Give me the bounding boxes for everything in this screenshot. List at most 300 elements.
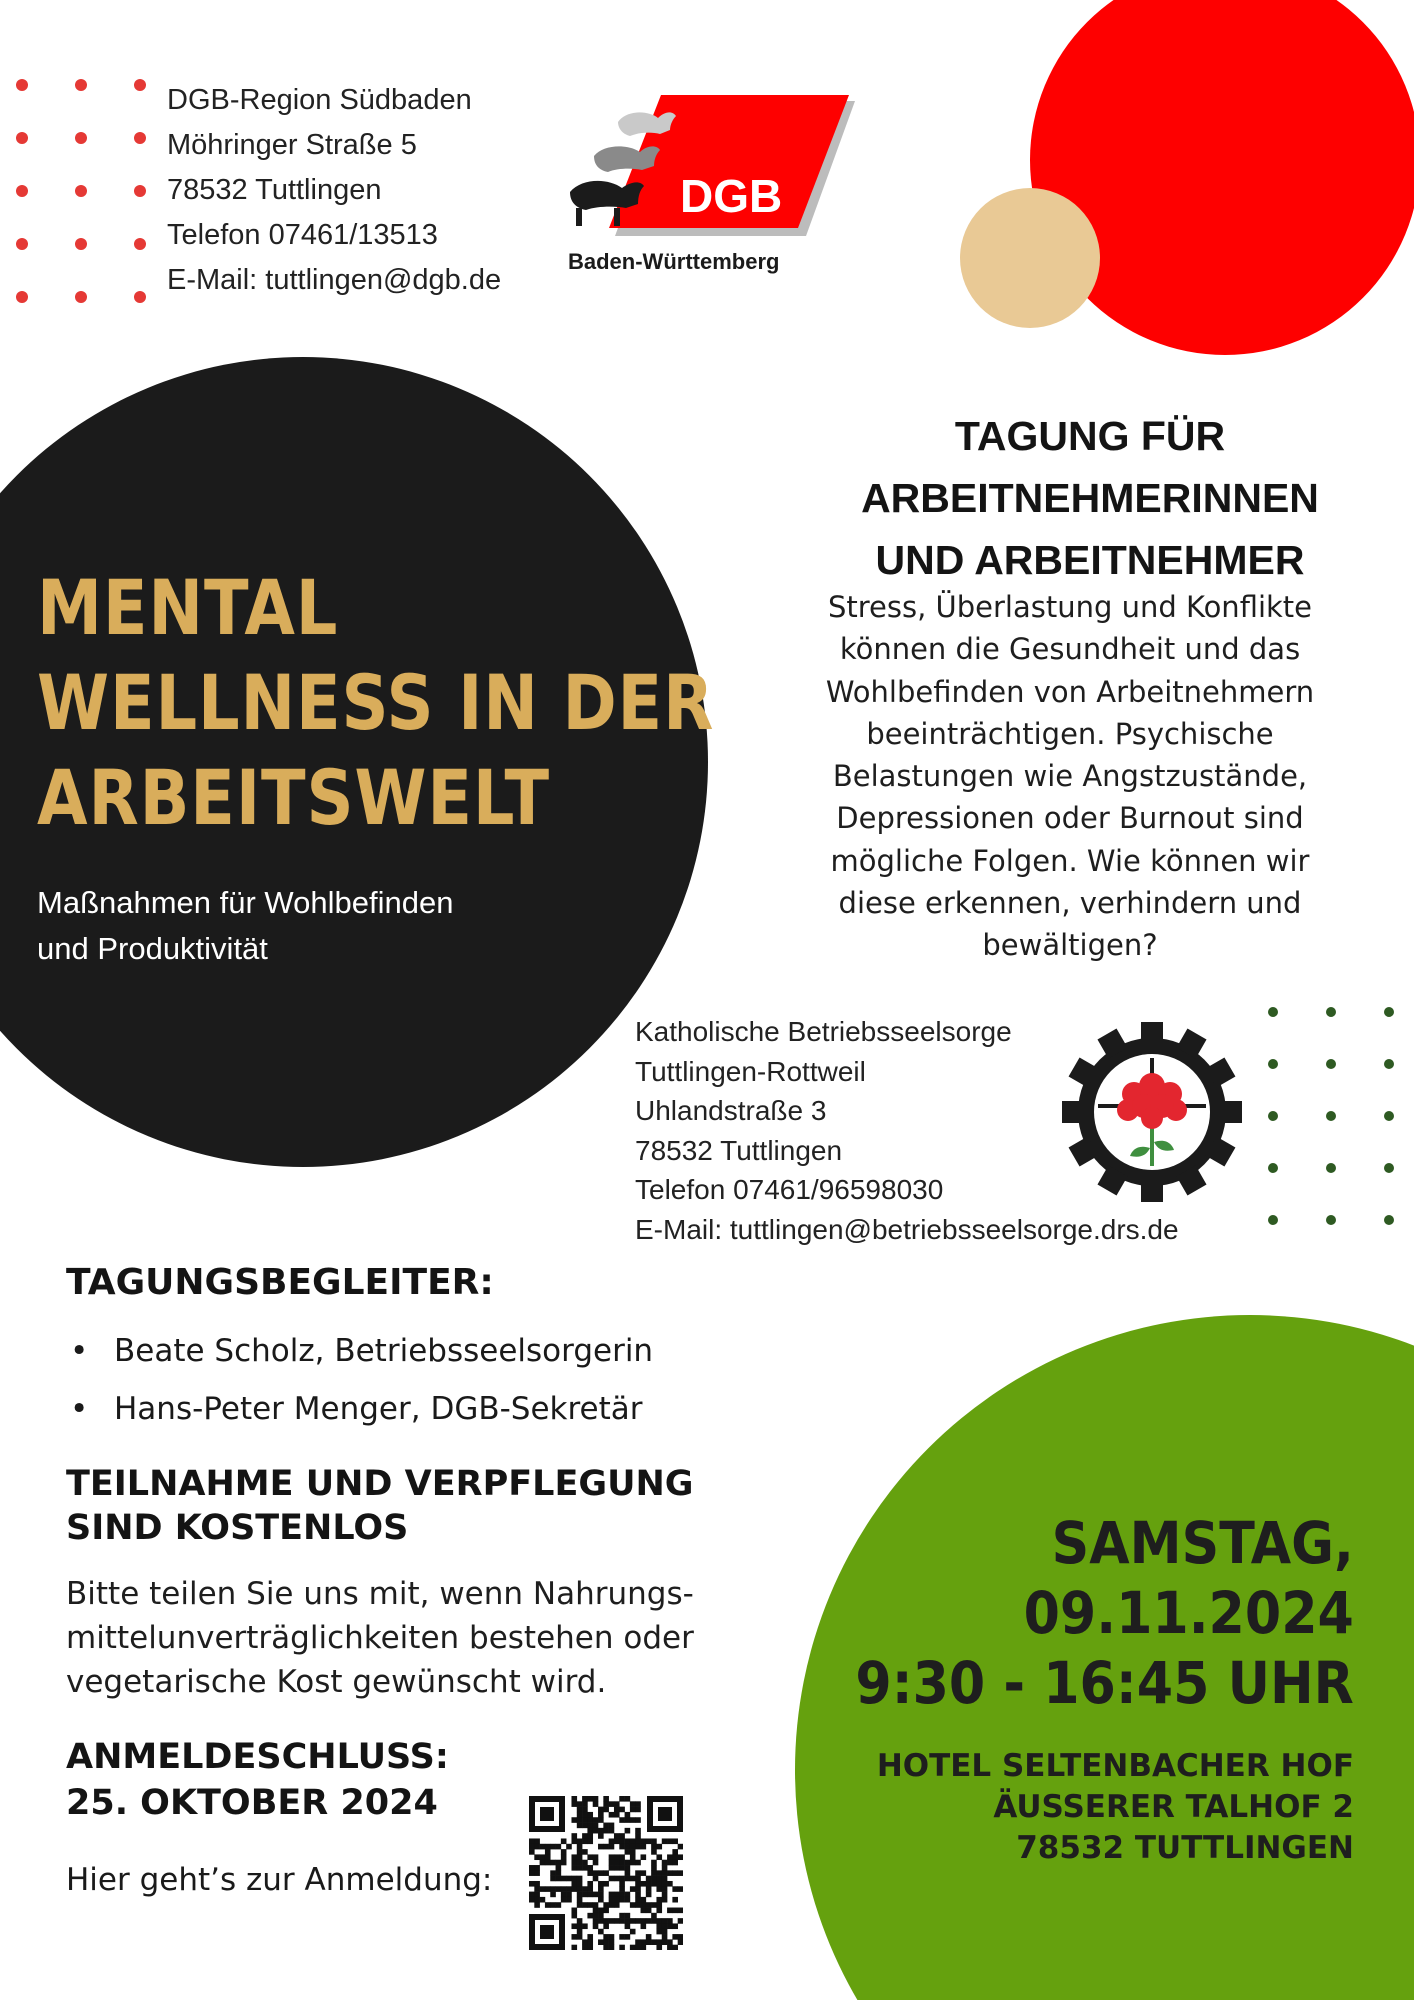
qr-module: [641, 1908, 647, 1914]
qr-module: [614, 1801, 620, 1807]
qr-module: [656, 1844, 662, 1850]
qr-module: [630, 1918, 636, 1924]
qr-module: [619, 1854, 625, 1860]
qr-module: [651, 1881, 657, 1887]
qr-module: [577, 1860, 583, 1866]
qr-module: [545, 1902, 551, 1908]
qr-module: [651, 1865, 657, 1871]
qr-module: [603, 1939, 609, 1945]
qr-module: [630, 1886, 636, 1892]
qr-module: [550, 1892, 556, 1898]
qr-module: [593, 1817, 599, 1823]
qr-module: [646, 1908, 652, 1914]
qr-module: [587, 1945, 593, 1950]
registration-deadline: [66, 1734, 449, 1826]
qr-module: [577, 1854, 583, 1860]
qr-module: [619, 1934, 625, 1940]
qr-module: [672, 1923, 678, 1929]
intro-text: [800, 586, 1340, 967]
qr-module: [614, 1892, 620, 1898]
qr-module: [609, 1902, 615, 1908]
qr-module: [540, 1886, 546, 1892]
qr-module: [550, 1876, 556, 1882]
qr-module: [609, 1801, 615, 1807]
qr-module: [662, 1881, 668, 1887]
qr-module: [582, 1886, 588, 1892]
qr-module: [603, 1918, 609, 1924]
qr-module: [614, 1902, 620, 1908]
qr-module: [651, 1849, 657, 1855]
qr-module: [646, 1918, 652, 1924]
qr-module: [635, 1876, 641, 1882]
qr-module: [635, 1844, 641, 1850]
qr-module: [577, 1923, 583, 1929]
qr-module: [577, 1929, 583, 1935]
qr-module: [667, 1881, 673, 1887]
qr-module: [582, 1823, 588, 1829]
intro-line: Wohlbefinden von Arbeitnehmern: [825, 674, 1315, 709]
qr-module: [656, 1908, 662, 1914]
qr-module: [598, 1817, 604, 1823]
qr-module: [614, 1860, 620, 1866]
qr-module: [603, 1881, 609, 1887]
qr-module: [641, 1844, 647, 1850]
qr-module: [619, 1844, 625, 1850]
qr-module: [625, 1865, 631, 1871]
qr-module: [566, 1844, 572, 1850]
qr-module: [619, 1865, 625, 1871]
qr-module: [662, 1870, 668, 1876]
qr-module: [651, 1876, 657, 1882]
qr-code-icon[interactable]: [529, 1796, 683, 1950]
qr-module: [603, 1945, 609, 1950]
qr-module: [593, 1796, 599, 1802]
qr-module: [577, 1801, 583, 1807]
qr-module: [672, 1886, 678, 1892]
qr-module: [577, 1881, 583, 1887]
event-venue: [877, 1746, 1354, 1869]
qr-module: [619, 1881, 625, 1887]
qr-module: [651, 1870, 657, 1876]
qr-module: [635, 1817, 641, 1823]
qr-module: [635, 1897, 641, 1903]
qr-module: [598, 1828, 604, 1834]
subline-line: Maßnahmen für Wohlbefinden: [37, 885, 454, 920]
free-heading-line: TEILNAHME UND VERPFLEGUNG: [66, 1464, 694, 1504]
qr-module: [619, 1886, 625, 1892]
qr-module: [625, 1870, 631, 1876]
qr-module: [587, 1892, 593, 1898]
qr-module: [678, 1886, 683, 1892]
qr-module: [641, 1881, 647, 1887]
qr-module: [561, 1838, 567, 1844]
qr-module: [571, 1865, 577, 1871]
qr-module: [582, 1923, 588, 1929]
qr-module: [656, 1929, 662, 1935]
qr-module: [641, 1838, 647, 1844]
qr-module: [672, 1934, 678, 1940]
qr-module: [587, 1939, 593, 1945]
qr-module: [587, 1913, 593, 1919]
dietary-note: [66, 1572, 694, 1704]
qr-module: [587, 1823, 593, 1829]
qr-module: [556, 1844, 562, 1850]
qr-module: [577, 1897, 583, 1903]
qr-module: [656, 1854, 662, 1860]
qr-module: [662, 1923, 668, 1929]
qr-module: [587, 1817, 593, 1823]
qr-module: [582, 1801, 588, 1807]
qr-module: [598, 1892, 604, 1898]
qr-module: [614, 1838, 620, 1844]
qr-module: [619, 1876, 625, 1882]
qr-module: [619, 1860, 625, 1866]
qr-module: [571, 1833, 577, 1839]
qr-module: [529, 1892, 535, 1898]
qr-module: [609, 1918, 615, 1924]
qr-module: [651, 1838, 657, 1844]
qr-module: [635, 1828, 641, 1834]
kab-contact-line: Telefon 07461/96598030: [635, 1174, 944, 1205]
qr-module: [619, 1897, 625, 1903]
qr-module: [609, 1812, 615, 1818]
qr-module: [609, 1934, 615, 1940]
red-dot-grid: [16, 79, 146, 303]
dgb-logo-region: Baden-Württemberg: [568, 249, 780, 274]
qr-module: [603, 1923, 609, 1929]
tagung-title-line: UND ARBEITNEHMER: [875, 537, 1305, 583]
qr-module: [646, 1881, 652, 1887]
qr-module: [603, 1807, 609, 1813]
qr-module: [582, 1807, 588, 1813]
qr-module: [630, 1817, 636, 1823]
qr-module: [571, 1908, 577, 1914]
event-date-time: [856, 1508, 1354, 1718]
qr-module: [534, 1881, 540, 1887]
qr-module: [603, 1844, 609, 1850]
qr-module: [656, 1886, 662, 1892]
qr-module: [603, 1796, 609, 1802]
qr-module: [598, 1929, 604, 1935]
intro-line: Belastungen wie Angstzustände,: [832, 759, 1308, 794]
dgb-contact-line: Möhringer Straße 5: [167, 129, 417, 161]
qr-module: [625, 1860, 631, 1866]
qr-module: [603, 1823, 609, 1829]
qr-module: [635, 1918, 641, 1924]
qr-module: [641, 1923, 647, 1929]
qr-module: [529, 1865, 535, 1871]
qr-module: [630, 1929, 636, 1935]
qr-module: [646, 1892, 652, 1898]
qr-module: [534, 1902, 540, 1908]
qr-module: [550, 1902, 556, 1908]
qr-module: [625, 1796, 631, 1802]
qr-module: [593, 1801, 599, 1807]
dgb-contact-line: DGB-Region Südbaden: [167, 84, 472, 116]
qr-module: [529, 1897, 535, 1903]
qr-module: [678, 1918, 683, 1924]
qr-module: [582, 1892, 588, 1898]
qr-module: [630, 1902, 636, 1908]
qr-module: [561, 1886, 567, 1892]
qr-module: [587, 1833, 593, 1839]
qr-module: [571, 1913, 577, 1919]
qr-module: [662, 1934, 668, 1940]
qr-module: [625, 1923, 631, 1929]
intro-line: Depressionen oder Burnout sind: [836, 801, 1304, 836]
qr-module: [603, 1801, 609, 1807]
deadline-date: 25. OKTOBER 2024: [66, 1783, 438, 1823]
betriebsseelsorge-logo-icon: [1062, 1022, 1242, 1202]
dgb-contact-line: 78532 Tuttlingen: [167, 174, 382, 206]
qr-module: [566, 1876, 572, 1882]
qr-module: [550, 1860, 556, 1866]
qr-module: [545, 1844, 551, 1850]
qr-module: [540, 1897, 546, 1903]
tagung-title-line: ARBEITNEHMERINNEN: [861, 475, 1319, 521]
qr-module: [609, 1838, 615, 1844]
qr-module: [598, 1918, 604, 1924]
intro-line: können die Gesundheit und das: [839, 632, 1301, 667]
qr-module: [656, 1923, 662, 1929]
red-circle: [1030, 0, 1414, 355]
qr-module: [678, 1844, 683, 1850]
kab-contact-line: Uhlandstraße 3: [635, 1095, 827, 1126]
qr-module: [667, 1939, 673, 1945]
qr-module: [593, 1902, 599, 1908]
qr-module: [582, 1812, 588, 1818]
qr-module: [561, 1892, 567, 1898]
qr-module: [609, 1897, 615, 1903]
qr-module: [598, 1812, 604, 1818]
intro-line: diese erkennen, verhindern und: [838, 886, 1302, 921]
qr-module: [587, 1934, 593, 1940]
qr-module: [561, 1860, 567, 1866]
intro-line: Stress, Überlastung und Konflikte: [827, 590, 1313, 624]
qr-module: [593, 1828, 599, 1834]
qr-module: [614, 1918, 620, 1924]
qr-module: [609, 1876, 615, 1882]
qr-module: [571, 1923, 577, 1929]
qr-module: [556, 1902, 562, 1908]
qr-module: [534, 1865, 540, 1871]
event-headline: [37, 560, 715, 845]
qr-module: [598, 1833, 604, 1839]
qr-module: [625, 1913, 631, 1919]
qr-module: [635, 1807, 641, 1813]
qr-module: [556, 1886, 562, 1892]
team-heading: TAGUNGSBEGLEITER:: [66, 1262, 494, 1303]
venue-line: ÄUSSERER TALHOF 2: [993, 1789, 1354, 1825]
qr-module: [619, 1892, 625, 1898]
qr-module: [582, 1796, 588, 1802]
qr-module: [641, 1945, 647, 1950]
headline-line: ARBEITSWELT: [37, 753, 550, 842]
qr-module: [635, 1902, 641, 1908]
qr-module: [672, 1854, 678, 1860]
qr-module: [603, 1870, 609, 1876]
qr-module: [587, 1881, 593, 1887]
qr-module: [625, 1838, 631, 1844]
qr-module: [635, 1838, 641, 1844]
dietary-note-line: mittelunverträglichkeiten bestehen oder: [66, 1620, 694, 1656]
headline-line: WELLNESS IN DER: [37, 658, 715, 747]
qr-module: [598, 1807, 604, 1813]
venue-line: 78532 TUTTLINGEN: [1016, 1830, 1354, 1866]
qr-module: [656, 1881, 662, 1887]
qr-module: [651, 1918, 657, 1924]
qr-module: [614, 1897, 620, 1903]
free-heading-line: SIND KOSTENLOS: [66, 1508, 409, 1548]
kab-contact-line: 78532 Tuttlingen: [635, 1134, 843, 1166]
qr-module: [667, 1908, 673, 1914]
qr-module: [598, 1881, 604, 1887]
qr-module: [577, 1838, 583, 1844]
qr-module: [534, 1886, 540, 1892]
qr-module: [561, 1854, 567, 1860]
event-time: 9:30 - 16:45 UHR: [855, 1649, 1354, 1717]
qr-module: [566, 1897, 572, 1903]
qr-module: [625, 1918, 631, 1924]
kab-contact-line: Tuttlingen-Rottweil: [635, 1055, 866, 1087]
qr-module: [609, 1860, 615, 1866]
qr-module: [651, 1844, 657, 1850]
qr-module: [625, 1897, 631, 1903]
qr-module: [662, 1929, 668, 1935]
qr-module: [577, 1807, 583, 1813]
qr-module: [630, 1849, 636, 1855]
qr-module: [619, 1918, 625, 1924]
qr-module: [593, 1913, 599, 1919]
green-dot-grid: [1268, 1007, 1396, 1225]
qr-module: [593, 1918, 599, 1924]
qr-module: [667, 1918, 673, 1924]
qr-module: [667, 1838, 673, 1844]
qr-module: [609, 1823, 615, 1829]
qr-module: [625, 1817, 631, 1823]
tagung-title-line: TAGUNG FÜR: [954, 413, 1226, 459]
qr-module: [641, 1939, 647, 1945]
qr-module: [587, 1812, 593, 1818]
qr-module: [540, 1844, 546, 1850]
qr-module: [678, 1854, 683, 1860]
qr-module: [540, 1860, 546, 1866]
qr-module: [603, 1934, 609, 1940]
qr-module: [545, 1886, 551, 1892]
qr-module: [625, 1849, 631, 1855]
qr-module: [556, 1870, 562, 1876]
qr-module: [646, 1838, 652, 1844]
qr-module: [593, 1908, 599, 1914]
qr-module: [587, 1902, 593, 1908]
qr-module: [630, 1838, 636, 1844]
qr-module: [534, 1854, 540, 1860]
qr-module: [656, 1945, 662, 1950]
dietary-note-line: vegetarische Kost gewünscht wird.: [66, 1664, 607, 1700]
qr-module: [667, 1870, 673, 1876]
qr-module: [545, 1854, 551, 1860]
qr-module: [593, 1892, 599, 1898]
qr-module: [662, 1897, 668, 1903]
qr-module: [646, 1886, 652, 1892]
qr-module: [587, 1854, 593, 1860]
qr-module: [577, 1849, 583, 1855]
qr-module: [651, 1913, 657, 1919]
qr-module: [635, 1870, 641, 1876]
qr-module: [587, 1865, 593, 1871]
dgb-logo-brand: DGB: [680, 170, 783, 222]
qr-module: [577, 1876, 583, 1882]
qr-module: [556, 1865, 562, 1871]
qr-module: [641, 1854, 647, 1860]
qr-module: [593, 1870, 599, 1876]
qr-module: [534, 1844, 540, 1850]
qr-module: [577, 1892, 583, 1898]
qr-module: [577, 1886, 583, 1892]
qr-module: [561, 1876, 567, 1882]
qr-module: [593, 1876, 599, 1882]
qr-module: [571, 1934, 577, 1940]
qr-module: [662, 1860, 668, 1866]
qr-module: [651, 1860, 657, 1866]
qr-module: [630, 1807, 636, 1813]
qr-module: [577, 1823, 583, 1829]
qr-module: [625, 1812, 631, 1818]
qr-module: [619, 1838, 625, 1844]
qr-module: [662, 1918, 668, 1924]
qr-module: [587, 1828, 593, 1834]
qr-module: [598, 1897, 604, 1903]
qr-module: [635, 1945, 641, 1950]
qr-module: [656, 1870, 662, 1876]
qr-module: [609, 1939, 615, 1945]
qr-module: [656, 1897, 662, 1903]
qr-module: [641, 1902, 647, 1908]
qr-module: [635, 1886, 641, 1892]
qr-module: [529, 1838, 535, 1844]
dgb-logo-icon: [566, 92, 856, 278]
qr-module: [678, 1939, 683, 1945]
qr-module: [571, 1796, 577, 1802]
team-list: [66, 1322, 653, 1438]
qr-module: [619, 1796, 625, 1802]
qr-module: [635, 1881, 641, 1887]
qr-module: [678, 1908, 683, 1914]
qr-module: [577, 1812, 583, 1818]
qr-module: [625, 1844, 631, 1850]
qr-module: [609, 1828, 615, 1834]
qr-module: [614, 1812, 620, 1818]
qr-module: [672, 1870, 678, 1876]
qr-module: [556, 1860, 562, 1866]
qr-module: [571, 1886, 577, 1892]
qr-module: [662, 1865, 668, 1871]
qr-module: [662, 1876, 668, 1882]
qr-module: [582, 1838, 588, 1844]
qr-module: [619, 1913, 625, 1919]
qr-module: [582, 1902, 588, 1908]
team-member: • Beate Scholz, Betriebsseelsorgerin: [66, 1322, 653, 1380]
qr-module: [678, 1870, 683, 1876]
qr-module: [614, 1865, 620, 1871]
qr-module: [598, 1913, 604, 1919]
beige-circle: [960, 188, 1100, 328]
qr-module: [582, 1939, 588, 1945]
qr-module: [630, 1945, 636, 1950]
kab-contact-email: E-Mail: tuttlingen@betriebsseelsorge.drs.de: [635, 1213, 1179, 1245]
qr-module: [587, 1870, 593, 1876]
qr-module: [582, 1849, 588, 1855]
